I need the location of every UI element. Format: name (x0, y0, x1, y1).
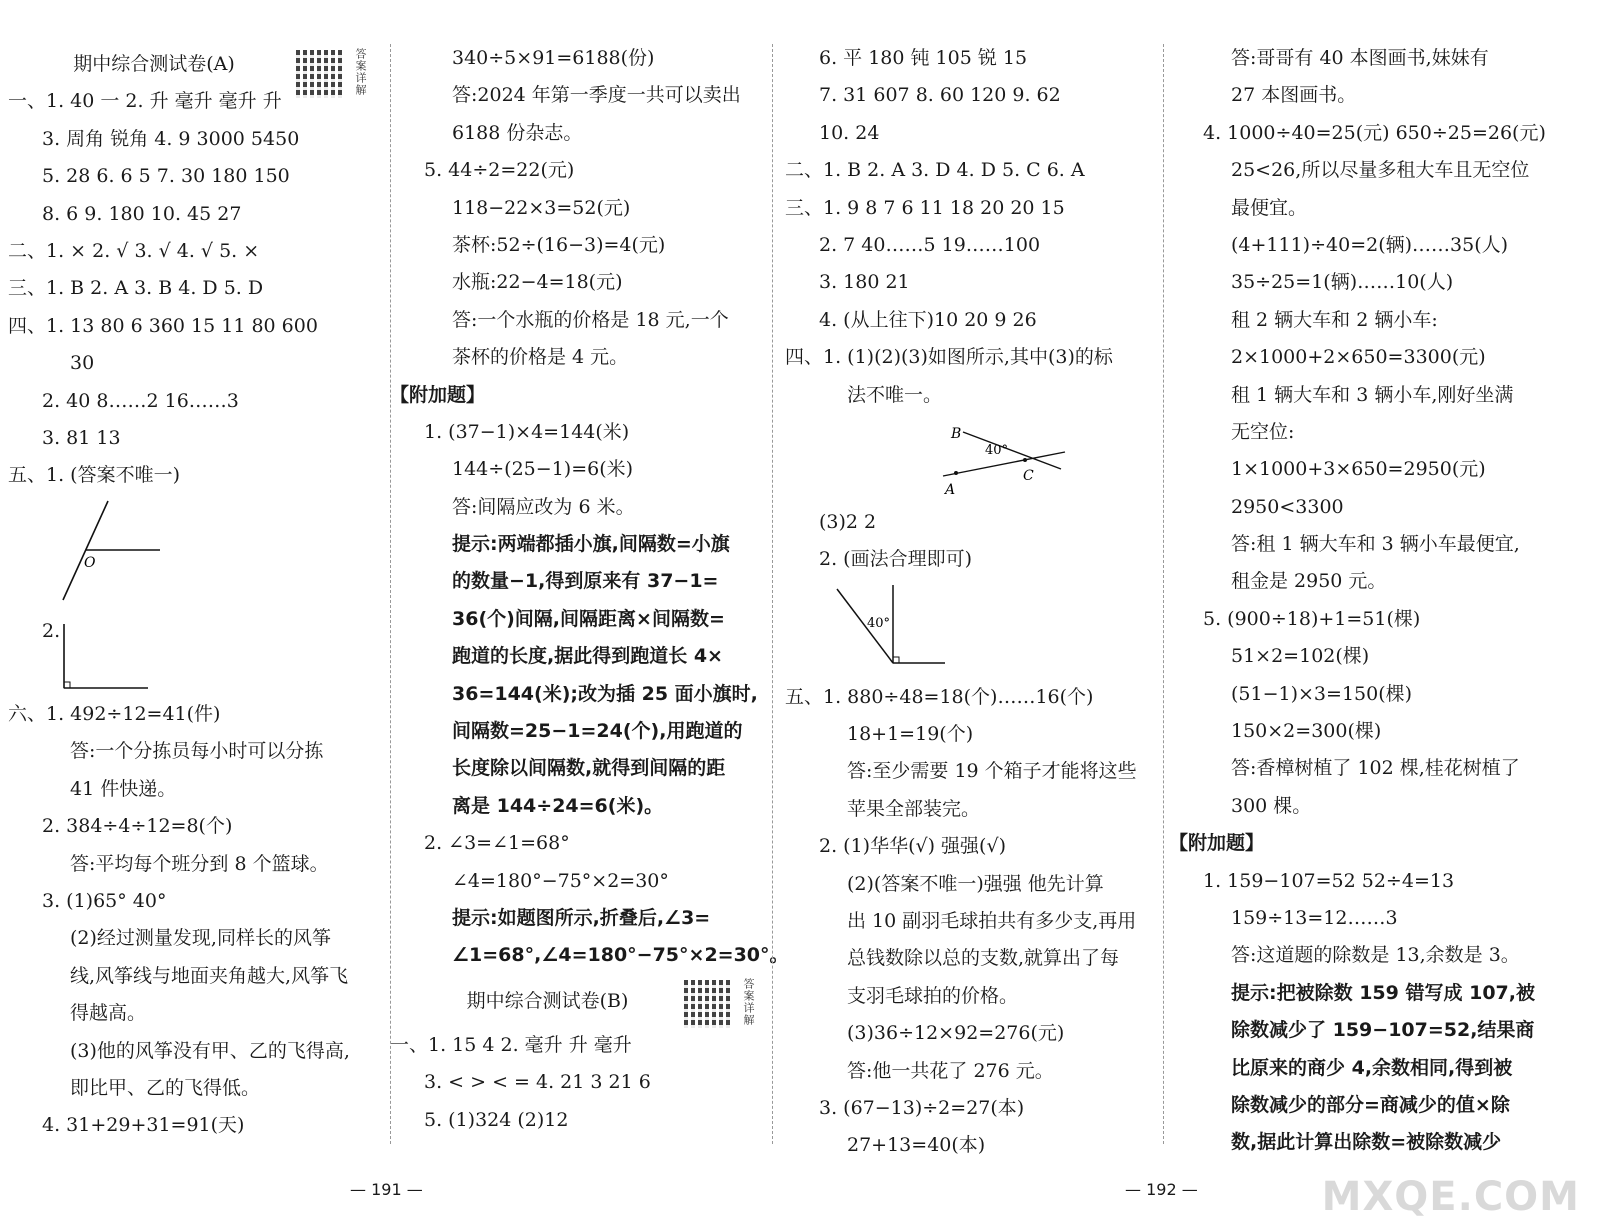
test-title-b: 期中综合测试卷(B) (466, 989, 629, 1012)
answer-line: 答:至少需要 19 个箱子才能将这些 (847, 760, 1137, 783)
answer-line: 法不唯一。 (847, 383, 943, 406)
angle-figure-2 (785, 579, 1157, 679)
answer-line: 3. (1)65° 40° (42, 890, 167, 913)
intersecting-lines-figure (785, 414, 1157, 504)
answer-line: 二、1. × 2. √ 3. √ 4. √ 5. × (8, 239, 260, 262)
answer-line: 答:租 1 辆大车和 3 辆小车最便宜, (1231, 533, 1520, 556)
right-page (785, 0, 1600, 1226)
hint-line: 数,据此计算出除数=被除数减少 (1231, 1131, 1502, 1154)
answer-line: 最便宜。 (1231, 196, 1308, 219)
answer-line: 线,风筝线与地面夹角越大,风筝飞 (70, 964, 349, 987)
answer-line: 二、1. B 2. A 3. D 4. D 5. C 6. A (785, 159, 1085, 182)
answer-line: 四、1. (1)(2)(3)如图所示,其中(3)的标 (785, 346, 1113, 369)
answer-line: 3. 81 13 (42, 426, 121, 449)
column-1 (8, 46, 380, 1145)
answer-line: 300 棵。 (1231, 794, 1312, 817)
answer-line: 即比甲、乙的飞得低。 (70, 1076, 261, 1099)
point-b-label: B (951, 425, 962, 442)
hint-line: 提示:如题图所示,折叠后,∠3= (452, 906, 711, 929)
answer-line: 2950<3300 (1231, 495, 1344, 518)
left-page (0, 0, 789, 1226)
hint-line: 提示:把被除数 159 错写成 107,被 (1231, 981, 1535, 1004)
angle-40-diagram (785, 579, 1145, 679)
hint-line: 36=144(米);改为插 25 面小旗时, (452, 682, 758, 705)
answer-line: 8. 6 9. 180 10. 45 27 (42, 202, 242, 225)
answer-line: 2. (1)华华(√) 强强(√) (819, 835, 1006, 858)
answer-line: 5. 28 6. 6 5 7. 30 180 150 (42, 165, 290, 188)
answer-line: 无空位: (1231, 420, 1295, 443)
answer-line: 得越高。 (70, 1002, 147, 1025)
answer-line: 30 (70, 352, 95, 375)
answer-line: ∠4=180°−75°×2=30° (452, 869, 669, 892)
answer-line: 340÷5×91=6188(份) (452, 47, 655, 69)
answer-line: 2. 40 8……2 16……3 (42, 389, 239, 412)
answer-line: 苹果全部装完。 (847, 797, 981, 820)
answer-line: 118−22×3=52(元) (452, 196, 631, 219)
point-o-label: O (84, 554, 96, 571)
answer-line: 27 本图画书。 (1231, 84, 1357, 107)
answer-line: 7. 31 607 8. 60 120 9. 62 (819, 84, 1061, 107)
angle-figure-1 (8, 495, 380, 613)
answer-line: 2. (42, 619, 61, 642)
hint-line: 长度除以间隔数,就得到间隔的距 (452, 757, 726, 780)
answer-line: 2. 7 40……5 19……100 (819, 233, 1041, 256)
hint-line: 除数减少了 159−107=52,结果商 (1231, 1019, 1535, 1042)
hint-line: 比原来的商少 4,余数相同,得到被 (1231, 1056, 1513, 1079)
answer-line: 3. 180 21 (819, 271, 910, 294)
column-divider (1163, 44, 1164, 1144)
angle-label: 40° (867, 615, 891, 631)
answer-line: 4. 1000÷40=25(元) 650÷25=26(元) (1203, 121, 1546, 144)
point-c-label: C (1023, 467, 1034, 484)
site-watermark: MXQE.COM (1321, 1174, 1580, 1220)
answer-line: 支羽毛球拍的价格。 (847, 984, 1019, 1007)
intersecting-lines-diagram (785, 414, 1145, 504)
answer-line: 出 10 副羽毛球拍共有多少支,再用 (847, 910, 1137, 933)
answer-line: 答:他一共花了 276 元。 (847, 1059, 1054, 1082)
hint-line: 离是 144÷24=6(米)。 (452, 794, 664, 817)
answer-line: 25<26,所以尽量多租大车且无空位 (1231, 159, 1530, 182)
answer-line: 答:哥哥有 40 本图画书,妹妹有 (1231, 47, 1489, 69)
answer-line: 18+1=19(个) (847, 723, 974, 746)
answer-line: (2)经过测量发现,同样长的风筝 (70, 927, 331, 950)
angle-diagram (8, 495, 208, 613)
answer-line: 10. 24 (819, 121, 880, 144)
answer-line: (51−1)×3=150(棵) (1231, 682, 1413, 705)
answer-line: 1. 159−107=52 52÷4=13 (1203, 869, 1455, 892)
test-title-a: 期中综合测试卷(A) (73, 53, 235, 75)
answer-line: 144÷(25−1)=6(米) (452, 458, 634, 481)
answer-line: (3)2 2 (819, 510, 877, 533)
column-divider (772, 44, 773, 1144)
answer-line: 五、1. (答案不唯一) (8, 464, 180, 487)
answer-line: 三、1. 9 8 7 6 11 18 20 20 15 (785, 196, 1065, 219)
answer-line: 1×1000+3×650=2950(元) (1231, 458, 1486, 481)
column-3 (785, 40, 1157, 1165)
answer-line: (4+111)÷40=2(辆)……35(人) (1231, 233, 1509, 256)
answer-line: 3. (67−13)÷2=27(本) (819, 1096, 1025, 1119)
answer-line: 2×1000+2×650=3300(元) (1231, 346, 1486, 369)
answer-line: 答:一个水瓶的价格是 18 元,一个 (452, 308, 729, 331)
answer-line: 四、1. 13 80 6 360 15 11 80 600 (8, 314, 318, 337)
answer-line: 159÷13=12……3 (1231, 906, 1398, 929)
answer-line: 6. 平 180 钝 105 锐 15 (819, 47, 1028, 69)
bonus-heading: 【附加题】 (1169, 832, 1265, 855)
answer-line: 35÷25=1(辆)……10(人) (1231, 271, 1454, 294)
qr-caption: 答案详解 (354, 48, 367, 96)
right-angle-diagram (8, 620, 208, 696)
answer-line: (2)(答案不唯一)强强 他先计算 (847, 872, 1104, 895)
answer-line: 51×2=102(棵) (1231, 645, 1370, 668)
answer-line: 27+13=40(本) (847, 1134, 986, 1157)
answer-line: 茶杯的价格是 4 元。 (452, 346, 629, 369)
answer-line: 三、1. B 2. A 3. B 4. D 5. D (8, 277, 264, 300)
hint-line: 的数量−1,得到原来有 37−1= (452, 570, 719, 593)
hint-line: 间隔数=25−1=24(个),用跑道的 (452, 720, 743, 743)
hint-line: 除数减少的部分=商减少的值×除 (1231, 1093, 1510, 1116)
answer-line: 租 1 辆大车和 3 辆小车,刚好坐满 (1231, 383, 1514, 406)
answer-line: 答:2024 年第一季度一共可以卖出 (452, 84, 741, 107)
page-number: — 191 — (350, 1180, 423, 1199)
answer-line: (3)他的风筝没有甲、乙的飞得高, (70, 1039, 350, 1062)
hint-line: 提示:两端都插小旗,间隔数=小旗 (452, 533, 730, 556)
answer-line: 5. (1)324 (2)12 (424, 1108, 569, 1131)
hint-line: 跑道的长度,据此得到跑道长 4× (452, 645, 723, 668)
answer-line: 五、1. 880÷48=18(个)……16(个) (785, 685, 1094, 708)
answer-line: 一、1. 40 一 2. 升 毫升 毫升 升 (8, 90, 282, 113)
hint-line: ∠1=68°,∠4=180°−75°×2=30°。 (452, 944, 789, 967)
answer-line: 4. (从上往下)10 20 9 26 (819, 308, 1037, 331)
answer-line: 六、1. 492÷12=41(件) (8, 703, 221, 726)
page-number: — 192 — (1125, 1180, 1198, 1199)
hint-line: 36(个)间隔,间隔距离×间隔数= (452, 607, 725, 630)
qr-caption: 答案详解 (742, 978, 755, 1026)
answer-line: 总钱数除以总的支数,就算出了每 (847, 947, 1120, 970)
answer-line: 租金是 2950 元。 (1231, 570, 1387, 593)
answer-line: 2. (画法合理即可) (819, 548, 972, 571)
qr-code-icon[interactable] (684, 980, 732, 1028)
angle-label: 40° (985, 442, 1009, 458)
answer-line: 2. 384÷4÷12=8(个) (42, 815, 233, 838)
answer-line: 5. (900÷18)+1=51(棵) (1203, 607, 1421, 630)
answer-line: 答:这道题的除数是 13,余数是 3。 (1231, 944, 1520, 967)
point-a-label: A (945, 481, 956, 498)
answer-line: 水瓶:22−4=18(元) (452, 271, 623, 294)
answer-line: (3)36÷12×92=276(元) (847, 1022, 1065, 1045)
answer-line: 答:香樟树植了 102 棵,桂花树植了 (1231, 757, 1520, 780)
answer-line: 3. 周角 锐角 4. 9 3000 5450 (42, 127, 300, 150)
qr-code-icon[interactable] (296, 50, 344, 98)
answer-line: 5. 44÷2=22(元) (424, 159, 575, 182)
answer-line: 4. 31+29+31=91(天) (42, 1114, 245, 1137)
bonus-heading: 【附加题】 (390, 383, 486, 406)
column-2 (390, 40, 789, 1139)
answer-line: 租 2 辆大车和 2 辆小车: (1231, 308, 1438, 331)
answer-line: 答:间隔应改为 6 米。 (452, 495, 635, 518)
answer-line: 2. ∠3=∠1=68° (424, 832, 570, 855)
answer-line: 1. (37−1)×4=144(米) (424, 420, 630, 443)
answer-line: 3. < > < = 4. 21 3 21 6 (424, 1071, 651, 1094)
answer-line: 茶杯:52÷(16−3)=4(元) (452, 233, 666, 256)
answer-line: 一、1. 15 4 2. 毫升 升 毫升 (390, 1033, 632, 1056)
column-4 (1169, 40, 1569, 1162)
answer-line: 答:一个分拣员每小时可以分拣 (70, 740, 324, 763)
right-angle-figure (8, 620, 380, 696)
answer-line: 答:平均每个班分到 8 个篮球。 (70, 852, 329, 875)
answer-line: 41 件快递。 (70, 777, 177, 800)
answer-line: 6188 份杂志。 (452, 121, 583, 144)
answer-line: 150×2=300(棵) (1231, 720, 1382, 743)
